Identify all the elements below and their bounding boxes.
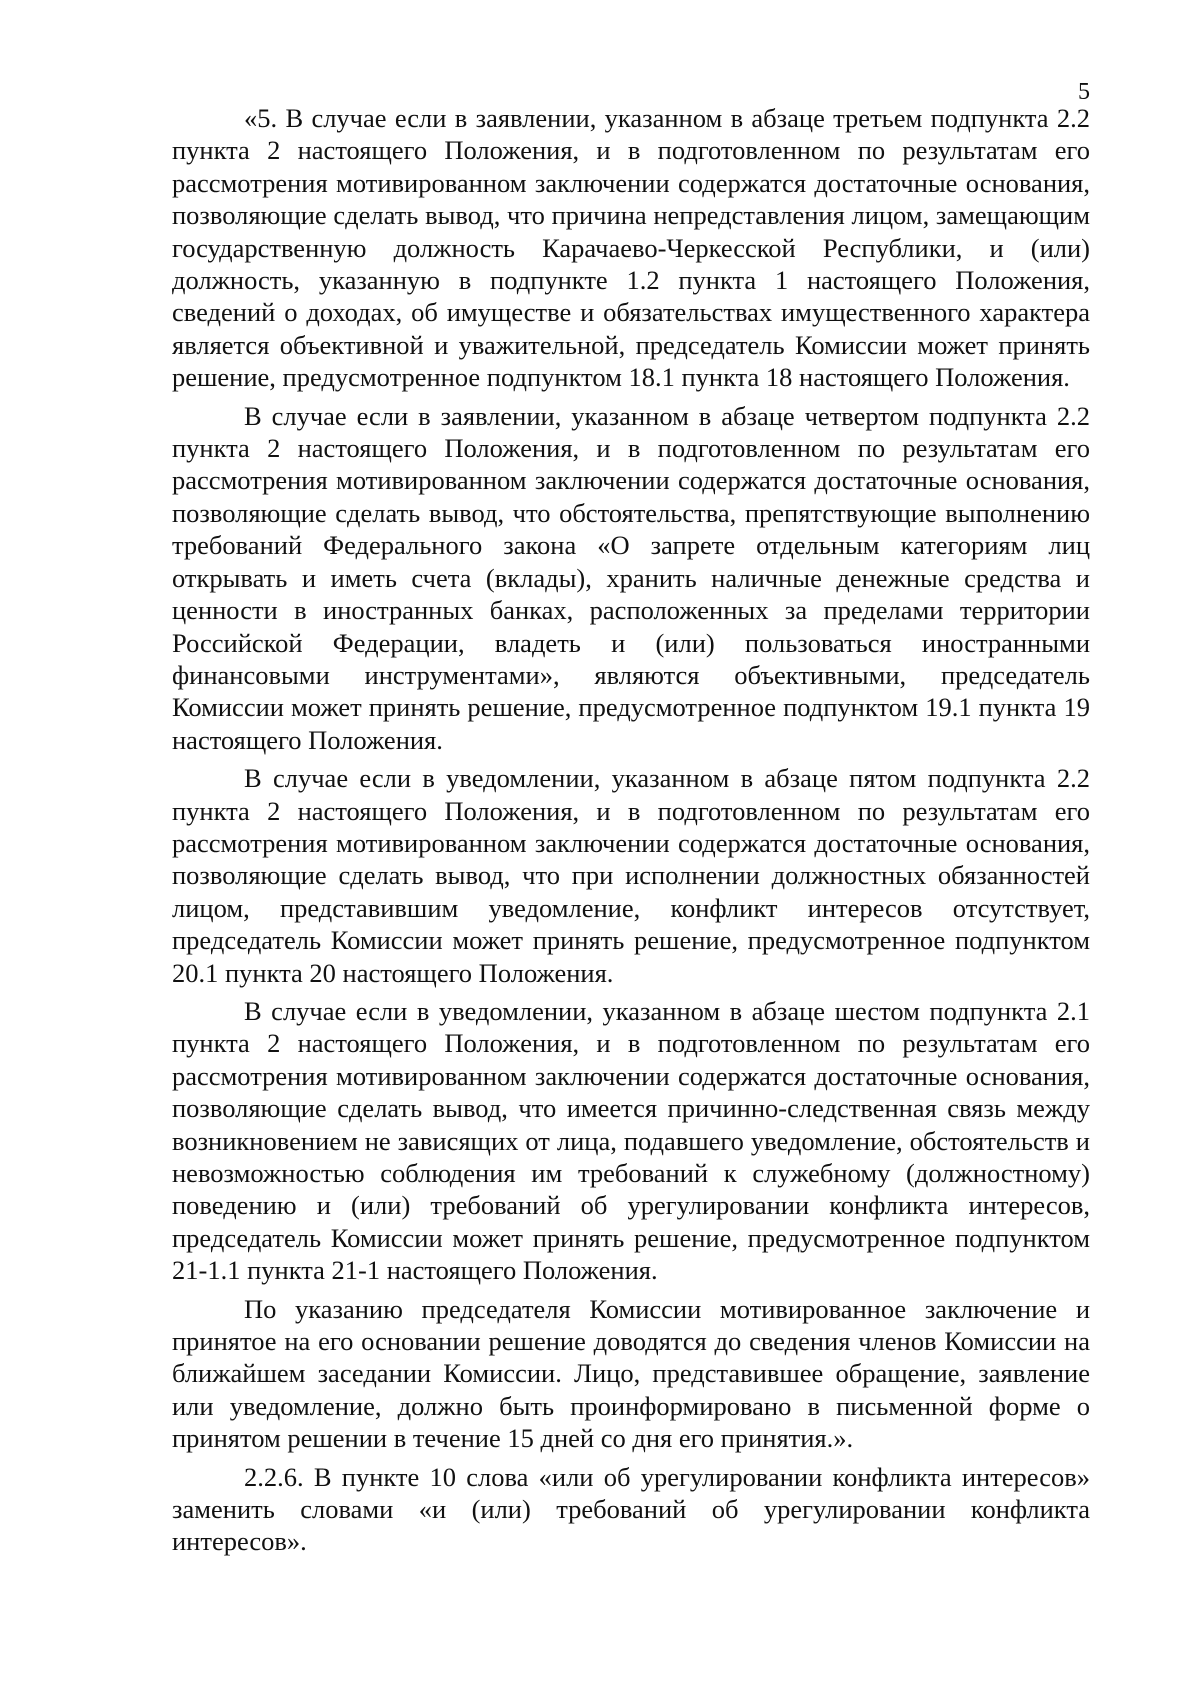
document-body [172, 102, 1090, 1564]
paragraph-3: В случае если в уведомлении, указанном в абзаце пятом подпункта 2.2 пункта 2 настоящего Положения, и в подготовленном по результатам его рассмотрения мотивированном заключении содержатся достаточные основания, позволяющие сделать вывод, что при исполнении должностных обязанностей лицом, представившим уведомление, конфликт интересов отсутствует, председатель Комиссии может принять решение, предусмотренное подпунктом 20.1 пункта 20 настоящего Положения. [172, 763, 1090, 988]
paragraph-5: По указанию председателя Комиссии мотивированное заключение и принятое на его основании решение доводятся до сведения членов Комиссии на ближайшем заседании Комиссии. Лицо, представившее обращение, заявление или уведомление, должно быть проинформировано в письменной форме о принятом решении в течение 15 дней со дня его принятия.». [172, 1293, 1090, 1454]
page-number: 5 [1078, 79, 1090, 105]
paragraph-6: 2.2.6. В пункте 10 слова «или об урегулировании конфликта интересов» заменить словами «и (или) требований об урегулировании конфликта интересов». [172, 1461, 1090, 1557]
paragraph-4: В случае если в уведомлении, указанном в абзаце шестом подпункта 2.1 пункта 2 настоящего Положения, и в подготовленном по результатам его рассмотрения мотивированном заключении содержатся достаточные основания, позволяющие сделать вывод, что имеется причинно-следственная связь между возникновением не зависящих от лица, подавшего уведомление, обстоятельств и невозможностью соблюдения им требований к служебному (должностному) поведению и (или) требований об урегулировании конфликта интересов, председатель Комиссии может принять решение, предусмотренное подпунктом 21-1.1 пункта 21-1 настоящего Положения. [172, 995, 1090, 1286]
paragraph-2: В случае если в заявлении, указанном в абзаце четвертом подпункта 2.2 пункта 2 настоящего Положения, и в подготовленном по результатам его рассмотрения мотивированном заключении содержатся достаточные основания, позволяющие сделать вывод, что обстоятельства, препятствующие выполнению требований Федерального закона «О запрете отдельным категориям лиц открывать и иметь счета (вклады), хранить наличные денежные средства и ценности в иностранных банках, расположенных за пределами территории Российской Федерации, владеть и (или) пользоваться иностранными финансовыми инструментами», являются объективными, председатель Комиссии может принять решение, предусмотренное подпунктом 19.1 пункта 19 настоящего Положения. [172, 400, 1090, 755]
paragraph-1: «5. В случае если в заявлении, указанном в абзаце третьем подпункта 2.2 пункта 2 настоящего Положения, и в подготовленном по результатам его рассмотрения мотивированном заключении содержатся достаточные основания, позволяющие сделать вывод, что причина непредставления лицом, замещающим государственную должность Карачаево-Черкесской Республики, и (или) должность, указанную в подпункте 1.2 пункта 1 настоящего Положения, сведений о доходах, об имуществе и обязательствах имущественного характера является объективной и уважительной, председатель Комиссии может принять решение, предусмотренное подпунктом 18.1 пункта 18 настоящего Положения. [172, 103, 1090, 393]
